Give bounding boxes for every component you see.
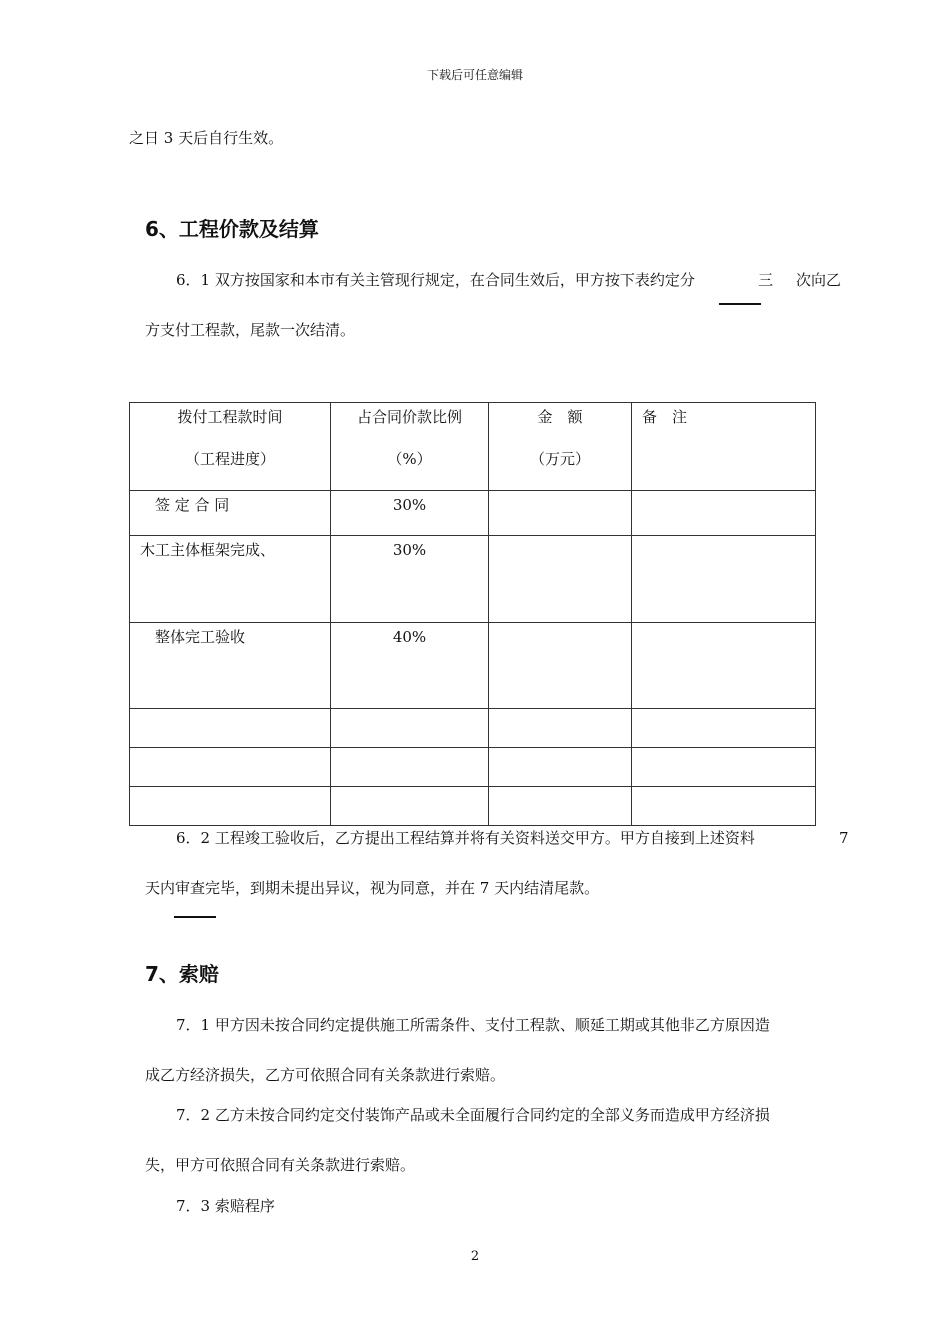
clause-6-1-text-b: 次向乙 [796,271,842,289]
clause-6-2-blank: 7 [839,829,849,847]
row-stage: 整体完工验收 [155,628,246,646]
row-note [632,623,816,709]
table-row [130,491,816,536]
clause-7-2-line1: 7．2 乙方未按合同约定交付装饰产品或未全面履行合同约定的全部义务而造成甲方经济损 [176,1106,770,1124]
header-amount-line2: （万元） [529,450,590,468]
table-row [130,536,816,623]
table-row [130,748,816,787]
blank-underline [719,303,761,305]
row-amount [489,536,632,623]
clause-7-1-line1: 7．1 甲方因未按合同约定提供施工所需条件、支付工程款、顺延工期或其他非乙方原因造 [176,1016,770,1034]
table-row [130,709,816,748]
section-6-heading: 6、工程价款及结算 [145,217,319,241]
row-ratio: 40% [392,628,427,646]
row-amount [489,491,632,536]
row-stage [130,709,331,748]
row-stage [130,748,331,787]
header-cell-ratio [331,403,489,491]
row-stage: 签 定 合 同 [155,496,230,514]
clause-6-1-blank: 三 [758,271,774,289]
clause-6-1-text-a: 6．1 双方按国家和本市有关主管现行规定，在合同生效后，甲方按下表约定分 [176,271,695,289]
header-cell-amount [489,403,632,491]
row-ratio [331,748,489,787]
clause-6-2-line2: 天内审查完毕，到期未提出异议，视为同意，并在 7 天内结清尾款。 [145,879,600,897]
row-note [632,709,816,748]
header-note-line1: 备 注 [642,408,688,426]
row-amount [489,709,632,748]
header-time-line2: （工程进度） [184,450,275,468]
header-ratio-line2: （%） [387,450,432,468]
header-time-line1: 拨付工程款时间 [177,408,283,426]
table-header-row [130,403,816,491]
payment-schedule-table [129,402,816,826]
row-amount [489,623,632,709]
page-header-note: 下载后可任意编辑 [426,68,523,82]
row-note [632,491,816,536]
row-stage: 木工主体框架完成、 [140,541,276,559]
row-ratio [331,709,489,748]
header-cell-note [632,403,816,491]
row-ratio [331,787,489,826]
page-number: 2 [470,1249,480,1264]
clause-6-1-line2: 方支付工程款，尾款一次结清。 [145,321,356,339]
table-row [130,787,816,826]
blank-underline [174,916,216,918]
clause-6-2-line1: 6．2 工程竣工验收后，乙方提出工程结算并将有关资料送交甲方。甲方自接到上述资料 [176,829,755,847]
clause-7-2-line2: 失，甲方可依照合同有关条款进行索赔。 [145,1156,416,1174]
section-7-heading: 7、索赔 [145,962,219,986]
clause-7-3: 7．3 索赔程序 [176,1197,275,1215]
header-ratio-line1: 占合同价款比例 [356,408,462,426]
row-ratio: 30% [392,496,427,514]
header-amount-line1: 金 额 [537,408,583,426]
clause-7-1-line2: 成乙方经济损失，乙方可依照合同有关条款进行索赔。 [145,1066,506,1084]
clause-6-1-line1 [176,270,695,290]
row-amount [489,748,632,787]
table-row [130,623,816,709]
row-ratio: 30% [392,541,427,559]
header-cell-time [130,403,331,491]
row-note [632,748,816,787]
row-amount [489,787,632,826]
row-note [632,787,816,826]
row-stage [130,787,331,826]
row-note [632,536,816,623]
continuation-text: 之日 3 天后自行生效。 [129,129,284,147]
